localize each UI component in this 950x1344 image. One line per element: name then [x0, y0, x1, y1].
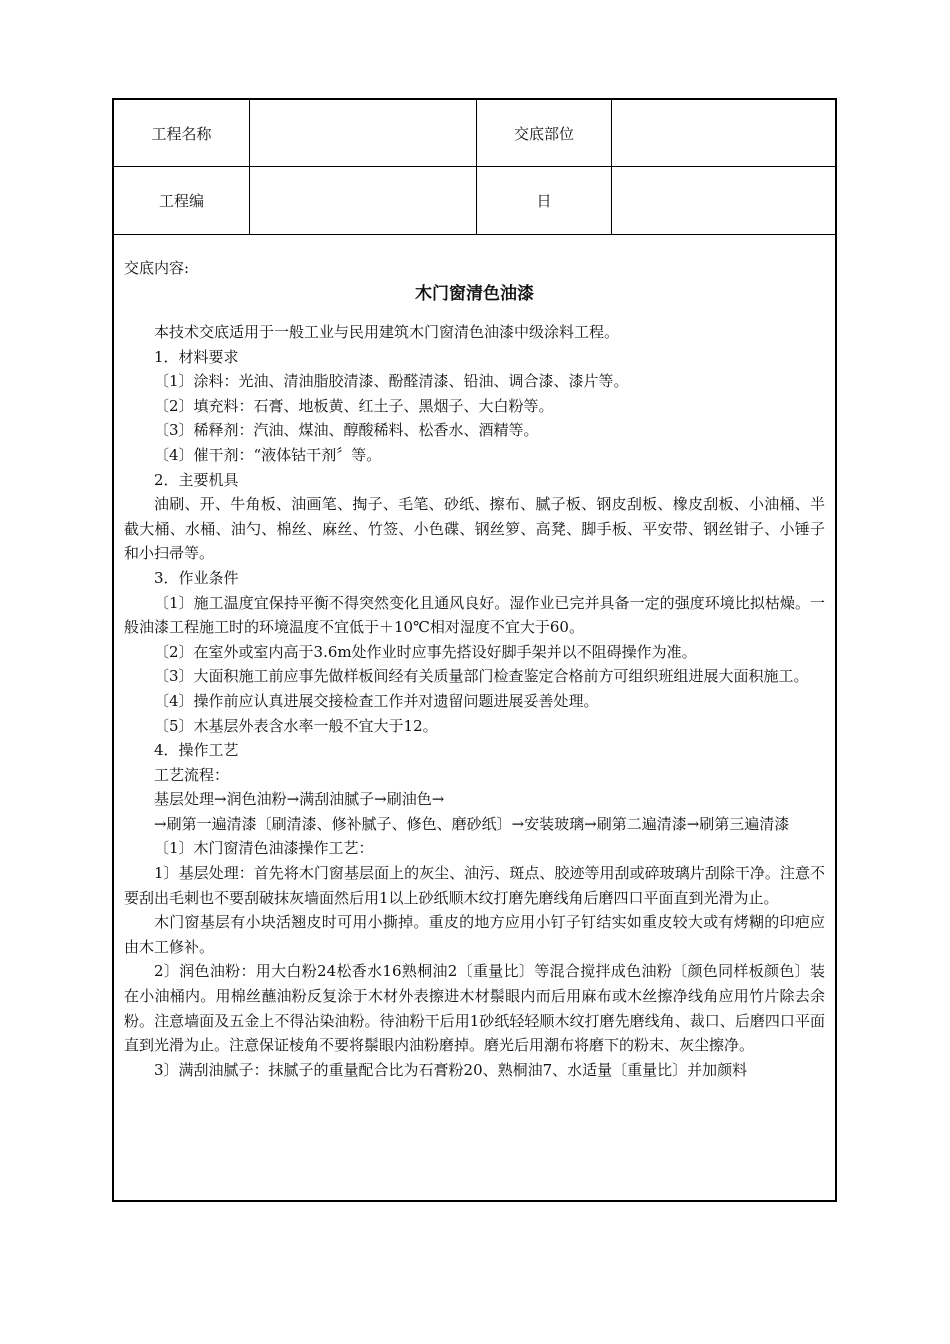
section-heading: 2．主要机具 — [154, 470, 239, 489]
paragraph: 〔4〕操作前应认真进展交接检查工作并对遗留问题进展妥善处理。 — [154, 691, 599, 710]
process-flow-line: 基层处理→润色油粉→满刮油腻子→刷油色→ — [154, 790, 445, 809]
paragraph: 〔4〕催干剂：“液体钴干剂〞等。 — [154, 445, 382, 464]
project-name-label: 工程名称 — [151, 124, 212, 143]
handover-form — [112, 98, 837, 1202]
paragraph: 〔2〕在室外或室内高于3.6m处作业时应事先搭设好脚手架并以不阻碍操作为准。 — [154, 642, 697, 661]
project-name-value — [250, 100, 476, 166]
section-heading: 4．操作工艺 — [154, 741, 239, 760]
handover-content — [124, 256, 825, 1082]
paragraph: 1〕基层处理：首先将木门窗基层面上的灰尘、油污、斑点、胶迹等用刮或碎玻璃片刮除干净。注意不要刮出毛刺也不要刮破抹灰墙面然后用1以上砂纸顺木纹打磨先磨线角后磨四口平面直到光滑为止。 — [124, 864, 825, 907]
handover-location-label: 交底部位 — [513, 124, 574, 143]
date-value — [612, 167, 835, 234]
paragraph: 〔3〕大面积施工前应事先做样板间经有关质量部门检查鉴定合格前方可组织班组进展大面积施工。 — [154, 667, 809, 686]
paragraph: 油刷、开、牛角板、油画笔、掏子、毛笔、砂纸、擦布、腻子板、钢皮刮板、橡皮刮板、小油桶、半截大桶、水桶、油勺、棉丝、麻丝、竹签、小色碟、钢丝箩、高凳、脚手板、平安带、钢丝钳子、小锤子和小扫帚等。 — [124, 495, 825, 563]
section-heading: 3．作业条件 — [154, 568, 239, 587]
paragraph: 3〕满刮油腻子：抹腻子的重量配合比为石膏粉20、熟桐油7、水适量〔重量比〕并加颜料 — [154, 1060, 748, 1079]
paragraph: 2〕润色油粉：用大白粉24松香水16熟桐油2〔重量比〕等混合搅拌成色油粉〔颜色同样板颜色〕装在小油桶内。用棉丝蘸油粉反复涂于木材外表擦进木材鬃眼内而后用麻布或木丝擦净线角应用竹片除去余粉。注意墙面及五金上不得沾染油粉。待油粉干后用1砂纸轻轻顺木纹打磨先磨线角、裁口、后磨四口平面直到光滑为止。注意保证棱角不要将鬃眼内油粉磨掉。磨光后用潮布将磨下的粉末、灰尘擦净。 — [124, 962, 825, 1055]
paragraph: 〔1〕木门窗清色油漆操作工艺： — [154, 839, 374, 858]
paragraph: 〔1〕涂料：光油、清油脂胶清漆、酚醛清漆、铅油、调合漆、漆片等。 — [154, 372, 629, 391]
paragraph: 〔3〕稀释剂：汽油、煤油、醇酸稀料、松香水、酒精等。 — [154, 421, 539, 440]
paragraph: 〔5〕木基层外表含水率一般不宜大于12。 — [154, 716, 438, 735]
row-divider — [114, 234, 835, 235]
paragraph: 〔2〕填充料：石膏、地板黄、红土子、黑烟子、大白粉等。 — [154, 396, 554, 415]
paragraph: 木门窗基层有小块活翘皮时可用小撕掉。重皮的地方应用小钉子钉结实如重皮较大或有烤糊的印疤应由木工修补。 — [124, 913, 825, 956]
project-number-value — [250, 167, 476, 234]
paragraph: 〔1〕施工温度宜保持平衡不得突然变化且通风良好。湿作业已完并具备一定的强度环境比拟枯燥。一般油漆工程施工时的环境温度不宜低于＋10℃相对湿度不宜大于60。 — [124, 593, 825, 637]
document-title: 木门窗清色油漆 — [415, 284, 534, 304]
date-label: 日 — [536, 192, 552, 210]
process-flow-line: →刷第一遍清漆〔刷清漆、修补腻子、修色、磨砂纸〕→安装玻璃→刷第二遍清漆→刷第三遍清漆 — [154, 814, 790, 833]
paragraph: 本技术交底适用于一般工业与民用建筑木门窗清色油漆中级涂料工程。 — [154, 323, 620, 341]
project-number-label: 工程编 — [158, 192, 204, 210]
content-label: 交底内容: — [124, 259, 190, 277]
section-heading: 1．材料要求 — [154, 347, 239, 366]
handover-location-value — [612, 100, 835, 166]
paragraph: 工艺流程： — [154, 765, 230, 784]
